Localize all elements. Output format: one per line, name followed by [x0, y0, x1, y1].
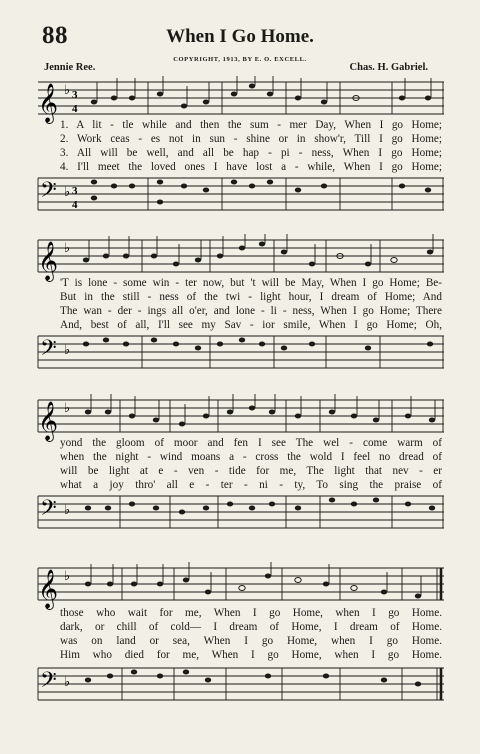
treble-clef-icon: 𝄞	[38, 403, 59, 440]
lyric-line: 4. I'll meet the loved ones I have lost a - while, When I go Home;	[60, 161, 442, 173]
lyric-line: those who wait for me, When I go Home, when I go Home.	[60, 607, 442, 619]
lyric-line: Him who died for me, When I go Home, when I go Home.	[60, 649, 442, 661]
bass-staff	[36, 492, 446, 532]
lyric-line: what a joy thro' all e - ter - ni - ty, To sing the praise of	[60, 479, 442, 491]
composer-credit: Chas. H. Gabriel.	[349, 62, 428, 73]
treble-staff	[36, 234, 446, 282]
lyric-line: yond the gloom of moor and fen I see The wel - come warm of	[60, 437, 442, 449]
lyric-line: The wan - der - ings all o'er, and lone - li - ness, When I go Home; There	[60, 305, 442, 317]
lyric-line: 'T is lone - some win - ter now, but 't will be May, When I go Home; Be-	[60, 277, 442, 289]
music-system-2	[36, 234, 446, 370]
treble-staff	[36, 394, 446, 442]
copyright-notice: COPYRIGHT, 1913, BY E. O. EXCELL.	[173, 56, 307, 63]
svg-text:♭: ♭	[64, 400, 71, 415]
svg-text:♭: ♭	[64, 674, 71, 689]
svg-text:♭: ♭	[64, 240, 71, 255]
svg-text:♭: ♭	[64, 502, 71, 517]
svg-text:4: 4	[72, 103, 78, 115]
svg-text:♭: ♭	[64, 82, 71, 97]
treble-clef-icon: 𝄞	[38, 243, 59, 280]
bass-clef-icon: 𝄢	[40, 336, 57, 365]
treble-clef-icon: 𝄞	[38, 85, 59, 122]
treble-staff	[36, 76, 446, 124]
lyric-line: dark, or chill of cold— I dream of Home, I dream of Home.	[60, 621, 442, 633]
lyric-line: will be light at e - ven - tide for me, The light that nev - er	[60, 465, 442, 477]
svg-text:♭: ♭	[64, 568, 71, 583]
bass-clef-icon: 𝄢	[40, 668, 57, 697]
lyric-line: 1. A lit - tle while and then the sum - mer Day, When I go Home;	[60, 119, 442, 131]
verse-lyrics	[60, 118, 442, 174]
music-system-3	[36, 394, 446, 530]
lyric-line: when the night - wind moans a - cross the wold I feel no dread of	[60, 451, 442, 463]
treble-staff	[36, 562, 446, 610]
bass-staff	[36, 664, 446, 704]
bass-clef-icon: 𝄢	[40, 496, 57, 525]
svg-text:4: 4	[72, 199, 78, 211]
bass-clef-icon: 𝄢	[40, 178, 57, 207]
lyric-line: And, best of all, I'll see my Sav - ior smile, When I go Home; Oh,	[60, 319, 442, 331]
svg-text:3: 3	[72, 89, 78, 101]
music-system-4	[36, 562, 446, 702]
svg-text:3: 3	[72, 185, 78, 197]
lyricist-credit: Jennie Ree.	[44, 62, 96, 73]
lyric-line: was on land or sea, When I go Home, when I go Home.	[60, 635, 442, 647]
verse-lyrics	[60, 436, 442, 492]
verse-lyrics	[60, 276, 442, 332]
bass-staff	[36, 332, 446, 372]
verse-lyrics	[60, 606, 442, 662]
hymn-number: 88	[42, 22, 68, 49]
lyric-line: But in the still - ness of the twi - light hour, I dream of Home; And	[60, 291, 442, 303]
svg-text:♭: ♭	[64, 184, 71, 199]
bass-staff	[36, 174, 446, 214]
music-system-1	[36, 76, 446, 212]
svg-text:♭: ♭	[64, 342, 71, 357]
lyric-line: 3. All will be well, and all be hap - pi - ness, When I go Home;	[60, 147, 442, 159]
lyric-line: 2. Work ceas - es not in sun - shine or in show'r, Till I go Home;	[60, 133, 442, 145]
treble-clef-icon: 𝄞	[38, 571, 59, 608]
hymn-title: When I Go Home.	[166, 26, 314, 47]
